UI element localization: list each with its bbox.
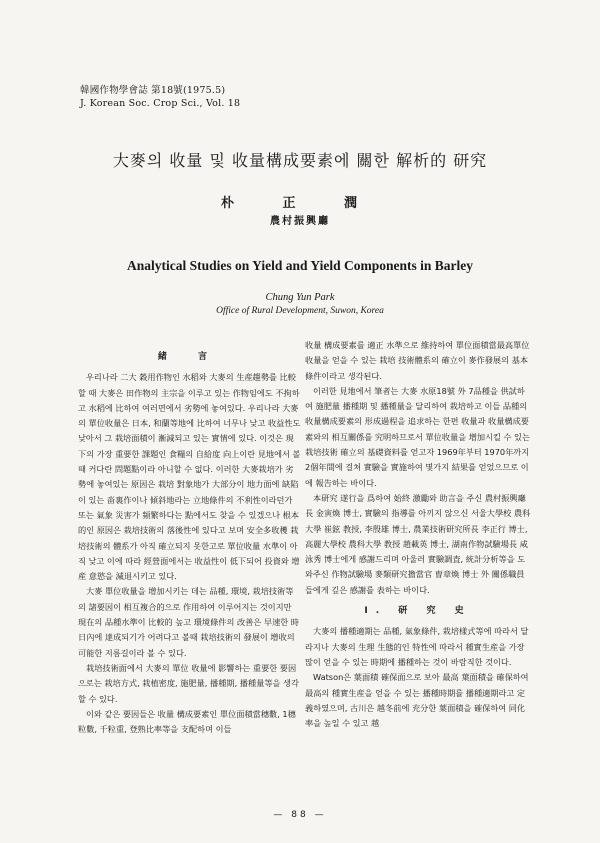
right-column (305, 338, 531, 788)
body-paragraph: 收量 構成要素를 適正 水準으로 維持하여 單位面積當最高單位收量을 얻을 수 있는 栽培 技術體系의 確立이 麥作發展의 基本條件이라고 생각된다. (305, 340, 530, 381)
body-paragraph: 우리나라 二大 穀用作物인 水稻와 大麥의 生産趨勢를 比較할 때 大麥은 田作物의 主宗을 이루고 있는 作物임에도 不拘하고 水稻에 比하여 여러면에서 劣勢에 놓여있다. 우리나라 大麥의 單位收量은 日本, 和蘭等地에 比하여 너무나 낮고 收益性도 낮아서 그 栽培面積이 漸減되고 있는 實情에 있다. 이것은 現下의 가장 重要한 課題인 食糧의 自給度 向上이란 見地에서 볼때 커다란 問題點이라 아니할 수 없다. 이러한 大麥栽培가 劣勢에 놓여있는 原因은 栽培 對象地가 大部分이 地力面에 缺陷이 있는 畓裏作이나 傾斜地라는 立地條件의 不利性이라던가 또는 氣象 災害가 頻繁하다는 點에서도 찾을 수 있겠으나 根本的인 原因은 栽培技術의 落後性에 있다고 보며 安全多收穫 栽培技術의 體系가 아직 確立되지 못한고로 單位收量 水準이 아직 낮고 이에 따라 經營面에서는 收益性이 低下되어 投資와 增産 意慾을 減退시키고 있다. (78, 372, 301, 582)
body-paragraph: 本研究 遂行을 爲하여 始終 激勵와 助言을 주신 農村振興廳長 金寅煥 博士, 實驗의 指導를 아끼지 않으신 서울大學校 農科大學 崔鉉 教授, 李殷雄 博士, 農業技術研究所長 李正行 博士, 高麗大學校 農科大學 教授 趙載英 博士, 湖南作物試驗場長 咸泳秀 博士에게 感謝드리며 아울러 實驗調査, 統計分析等을 도와주신 作物試驗場 麥類研究擔當官 曺章煥 博士 外 關係職員들에게 깊은 感謝를 表하는 바이다. (305, 492, 531, 595)
author-english: Chung Yun Park (265, 292, 335, 303)
section-heading-introduction: 緒 言 (157, 352, 222, 362)
journal-citation-english: J. Korean Soc. Crop Sci., Vol. 18 (80, 98, 241, 109)
body-paragraph: Watson은 葉面積 確保面으로 보아 最高 葉面積을 確保하여 最高의 種實生産을 얻을 수 있는 播種時期를 播種適期라고 定義하였으며, 古川은 越冬前에 充分한 葉面積을 確保하여 同化率을 높일 수 있고 越 (305, 672, 529, 729)
body-paragraph: 栽培技術面에서 大麥의 單位 收量에 影響하는 重要한 要因으로는 栽培方式, 栽植密度, 施肥量, 播種期, 播種量等을 생각할 수 있다. (78, 662, 299, 704)
author-korean: 朴 正 潤 (220, 196, 380, 211)
left-column (78, 350, 301, 790)
title-korean: 大麥의 收量 및 收量構成要素에 關한 解析的 研究 (112, 151, 488, 170)
journal-citation (80, 84, 240, 110)
body-paragraph: 이러한 見地에서 筆者는 大麥 水原18號 外 7品種을 供試하여 施肥量 播種期 및 播種量을 달리하여 栽培하고 이들 品種의 收量構成要素의 形成過程을 追求하는 한편 收量과 收量構成要素와의 相互關係를 究明하므로서 單位收量을 增加시킬 수 있는 栽培技術 確立의 基礎資料를 얻고자 1969年부터 1970年까지 2個年間에 걸쳐 實驗을 實施하여 몇가지 結果를 얻었으므로 이에 報告하는 바이다. (305, 385, 530, 488)
section-heading-literature-review: I. 研 究 史 (364, 606, 472, 617)
affiliation-english: Office of Rural Development, Suwon, Korea (216, 306, 384, 316)
title-english: Analytical Studies on Yield and Yield Components in Barley (126, 258, 474, 273)
body-paragraph: 大麥 單位收量을 增加시키는 데는 品種, 環境, 栽培技術等의 諸要因이 相互複合的으로 作用하여 이루어지는 것이지만 現在의 品種水準이 比較的 높고 環境條件의 改善은 早速한 時日內에 達成되기가 어려다고 볼때 栽培技術의 發展이 增收의 可能한 지름길이라 볼 수 있다. (78, 586, 299, 658)
affiliation-korean: 農村振興廳 (270, 216, 330, 227)
body-paragraph: 大麥의 播種適期는 品種, 氣象條件, 栽培樣式等에 따라서 달라지나 大麥의 生理 生態的인 特性에 따라서 種實生産을 가장 많이 얻을 수 있는 時期에 播種하는 것이 바람직한 것이다. (305, 626, 529, 667)
journal-citation-korean: 韓國作物學會誌 第18號(1975.5) (80, 85, 226, 96)
body-paragraph: 이와 같은 要因들은 收量 構成要素인 單位面積當穗數, 1穗粒數, 千粒重, 登熟比率等을 支配하며 이들 (78, 708, 296, 735)
page-number: — 88 — (273, 810, 327, 820)
